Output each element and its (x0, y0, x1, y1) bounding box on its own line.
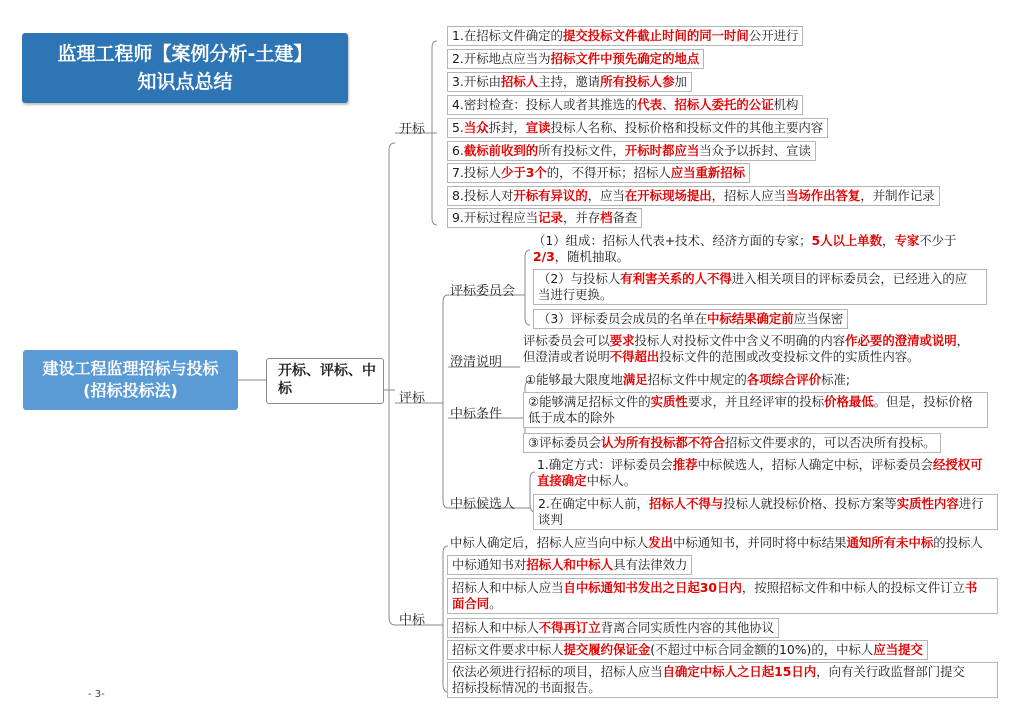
kaibiao-item-9 (447, 208, 642, 228)
zhongbiao-item-2-text: 中标通知书对招标人和中标人具有法律效力 (452, 557, 688, 572)
zhongbiao-item-4-text: 招标人和中标人不得再订立背离合同实质性内容的其他协议 (452, 620, 775, 635)
zhongbiao-item-1-text: 中标人确定后，招标人应当向中标人发出中标通知书，并同时将中标结果通知所有未中标的投标人 (450, 535, 983, 550)
kaibiao-item-5-text: 5.当众拆封，宣读投标人名称、投标价格和投标文件的其他主要内容 (452, 120, 824, 135)
zhongbiao-item-2 (447, 555, 692, 575)
houxuanren-item-1 (537, 457, 997, 489)
chengqing-text (523, 333, 983, 365)
pingwei-bracket (525, 250, 530, 325)
kaibiao-item-1 (447, 26, 803, 46)
tiaojian-item-2 (523, 392, 988, 428)
kaibiao-item-4-text: 4.密封检查：投标人或者其推选的代表、招标人委托的公证机构 (452, 97, 799, 112)
pingwei-item-2 (533, 269, 987, 305)
chengqing-line2: 但澄清或者说明不得超出投标文件的范围或改变投标文件的实质性内容。 (523, 349, 920, 364)
pingwei-item-1-line1: （1）组成：招标人代表+技术、经济方面的专家；5人以上单数，专家不少于 (533, 233, 957, 248)
chengqing-line1: 评标委员会可以要求投标人对投标文件中含义不明确的内容作必要的澄清或说明， (523, 333, 970, 348)
zhongbiao-item-3 (447, 578, 998, 614)
pingbiao-bracket (443, 295, 448, 508)
page-number: - 3- (88, 689, 105, 700)
branch-zhongbiao[interactable]: 中标 (399, 613, 426, 628)
zhongbiao-item-1 (450, 535, 983, 551)
pingwei-item-3-text: （3）评标委员会成员的名单在中标结果确定前应当保密 (538, 311, 844, 326)
pingwei-item-2-line1: （2）与投标人有利害关系的人不得进入相关项目的评标委员会，已经进入的应 (538, 271, 968, 286)
kaibiao-item-1-text: 1.在招标文件确定的提交投标文件截止时间的同一时间公开进行 (452, 28, 799, 43)
tiaojian-item-1 (525, 372, 850, 388)
tiaojian-item-2-line2: 低于成本的除外 (528, 410, 615, 425)
zhongbiao-item-3-line1: 招标人和中标人应当自中标通知书发出之日起30日内，按照招标文件和中标人的投标文件订立书 (452, 580, 978, 595)
kaibiao-item-3-text: 3.开标由招标人主持，邀请所有投标人参加 (452, 74, 687, 89)
pingwei-item-2-line2: 当进行更换。 (538, 287, 613, 302)
kaibiao-item-8-text: 8.投标人对开标有异议的，应当在开标现场提出，招标人应当当场作出答复，并制作记录 (452, 188, 935, 203)
kaibiao-item-7-text: 7.投标人少于3个的，不得开标；招标人应当重新招标 (452, 165, 746, 180)
pingwei-item-3 (533, 309, 848, 329)
kaibiao-item-2-text: 2.开标地点应当为招标文件中预先确定的地点 (452, 51, 700, 66)
branch-kaibiao[interactable]: 开标 (399, 122, 426, 137)
zhongbiao-item-3-line2: 面合同。 (452, 596, 502, 611)
zhongbiao-item-4 (447, 618, 779, 638)
branch-tiaojian[interactable]: 中标条件 (450, 407, 503, 422)
houxuanren-item-1-line2: 直接确定中标人。 (537, 473, 637, 488)
zhongbiao-item-6-line2: 招标投标情况的书面报告。 (452, 680, 601, 695)
kaibiao-item-9-text: 9.开标过程应当记录，并存档备查 (452, 210, 638, 225)
pingwei-item-1-line2: 2/3，随机抽取。 (533, 249, 630, 264)
branch-houxuanren[interactable]: 中标候选人 (450, 497, 516, 512)
root-line2: (招标投标法) (83, 381, 178, 400)
zhongbiao-item-5 (447, 640, 928, 660)
level1-bracket (389, 143, 395, 625)
branch-pingwei[interactable]: 评标委员会 (450, 284, 516, 299)
kaibiao-item-8 (447, 186, 940, 206)
zhongbiao-item-6-line1: 依法必须进行招标的项目，招标人应当自确定中标人之日起15日内，向有关行政监督部门提交 (452, 664, 965, 679)
zhongbiao-item-5-text: 招标文件要求中标人提交履约保证金(不超过中标合同金额的10%)的，中标人应当提交 (452, 642, 923, 657)
title-line1: 监理工程师【案例分析-土建】 (57, 43, 313, 65)
kaibiao-item-6 (447, 141, 816, 161)
sub-node-label: 开标、评标、中标 (278, 363, 376, 397)
kaibiao-item-2 (447, 49, 704, 69)
houxuanren-item-2-line1: 2.在确定中标人前，招标人不得与投标人就投标价格、投标方案等实质性内容进行 (538, 496, 984, 511)
tiaojian-item-1-text: ①能够最大限度地满足招标文件中规定的各项综合评价标准; (525, 372, 851, 387)
tiaojian-item-3-text: ③评标委员会认为所有投标都不符合招标文件要求的，可以否决所有投标。 (528, 435, 936, 450)
tiaojian-item-3 (523, 433, 941, 453)
kaibiao-item-6-text: 6.截标前收到的所有投标文件，开标时都应当当众予以拆封、宣读 (452, 143, 811, 158)
zhongbiao-item-6 (447, 662, 998, 698)
tiaojian-item-2-line1: ②能够满足招标文件的实质性要求，并且经评审的投标价格最低。但是，投标价格 (528, 394, 973, 409)
houxuanren-item-1-line1: 1.确定方式：评标委员会推荐中标候选人，招标人确定中标，评标委员会经授权可 (537, 457, 983, 472)
branch-chengqing[interactable]: 澄清说明 (450, 355, 503, 370)
pingwei-item-1 (533, 233, 973, 265)
branch-pingbiao[interactable]: 评标 (399, 391, 426, 406)
title-line2: 知识点总结 (137, 71, 233, 93)
kaibiao-item-7 (447, 163, 750, 183)
kaibiao-item-5 (447, 118, 828, 138)
kaibiao-item-4 (447, 95, 803, 115)
kaibiao-item-3 (447, 72, 692, 92)
houxuanren-item-2-line2: 谈判 (538, 512, 563, 527)
houxuanren-item-2 (533, 494, 998, 530)
root-line1: 建设工程监理招标与投标 (42, 359, 219, 378)
